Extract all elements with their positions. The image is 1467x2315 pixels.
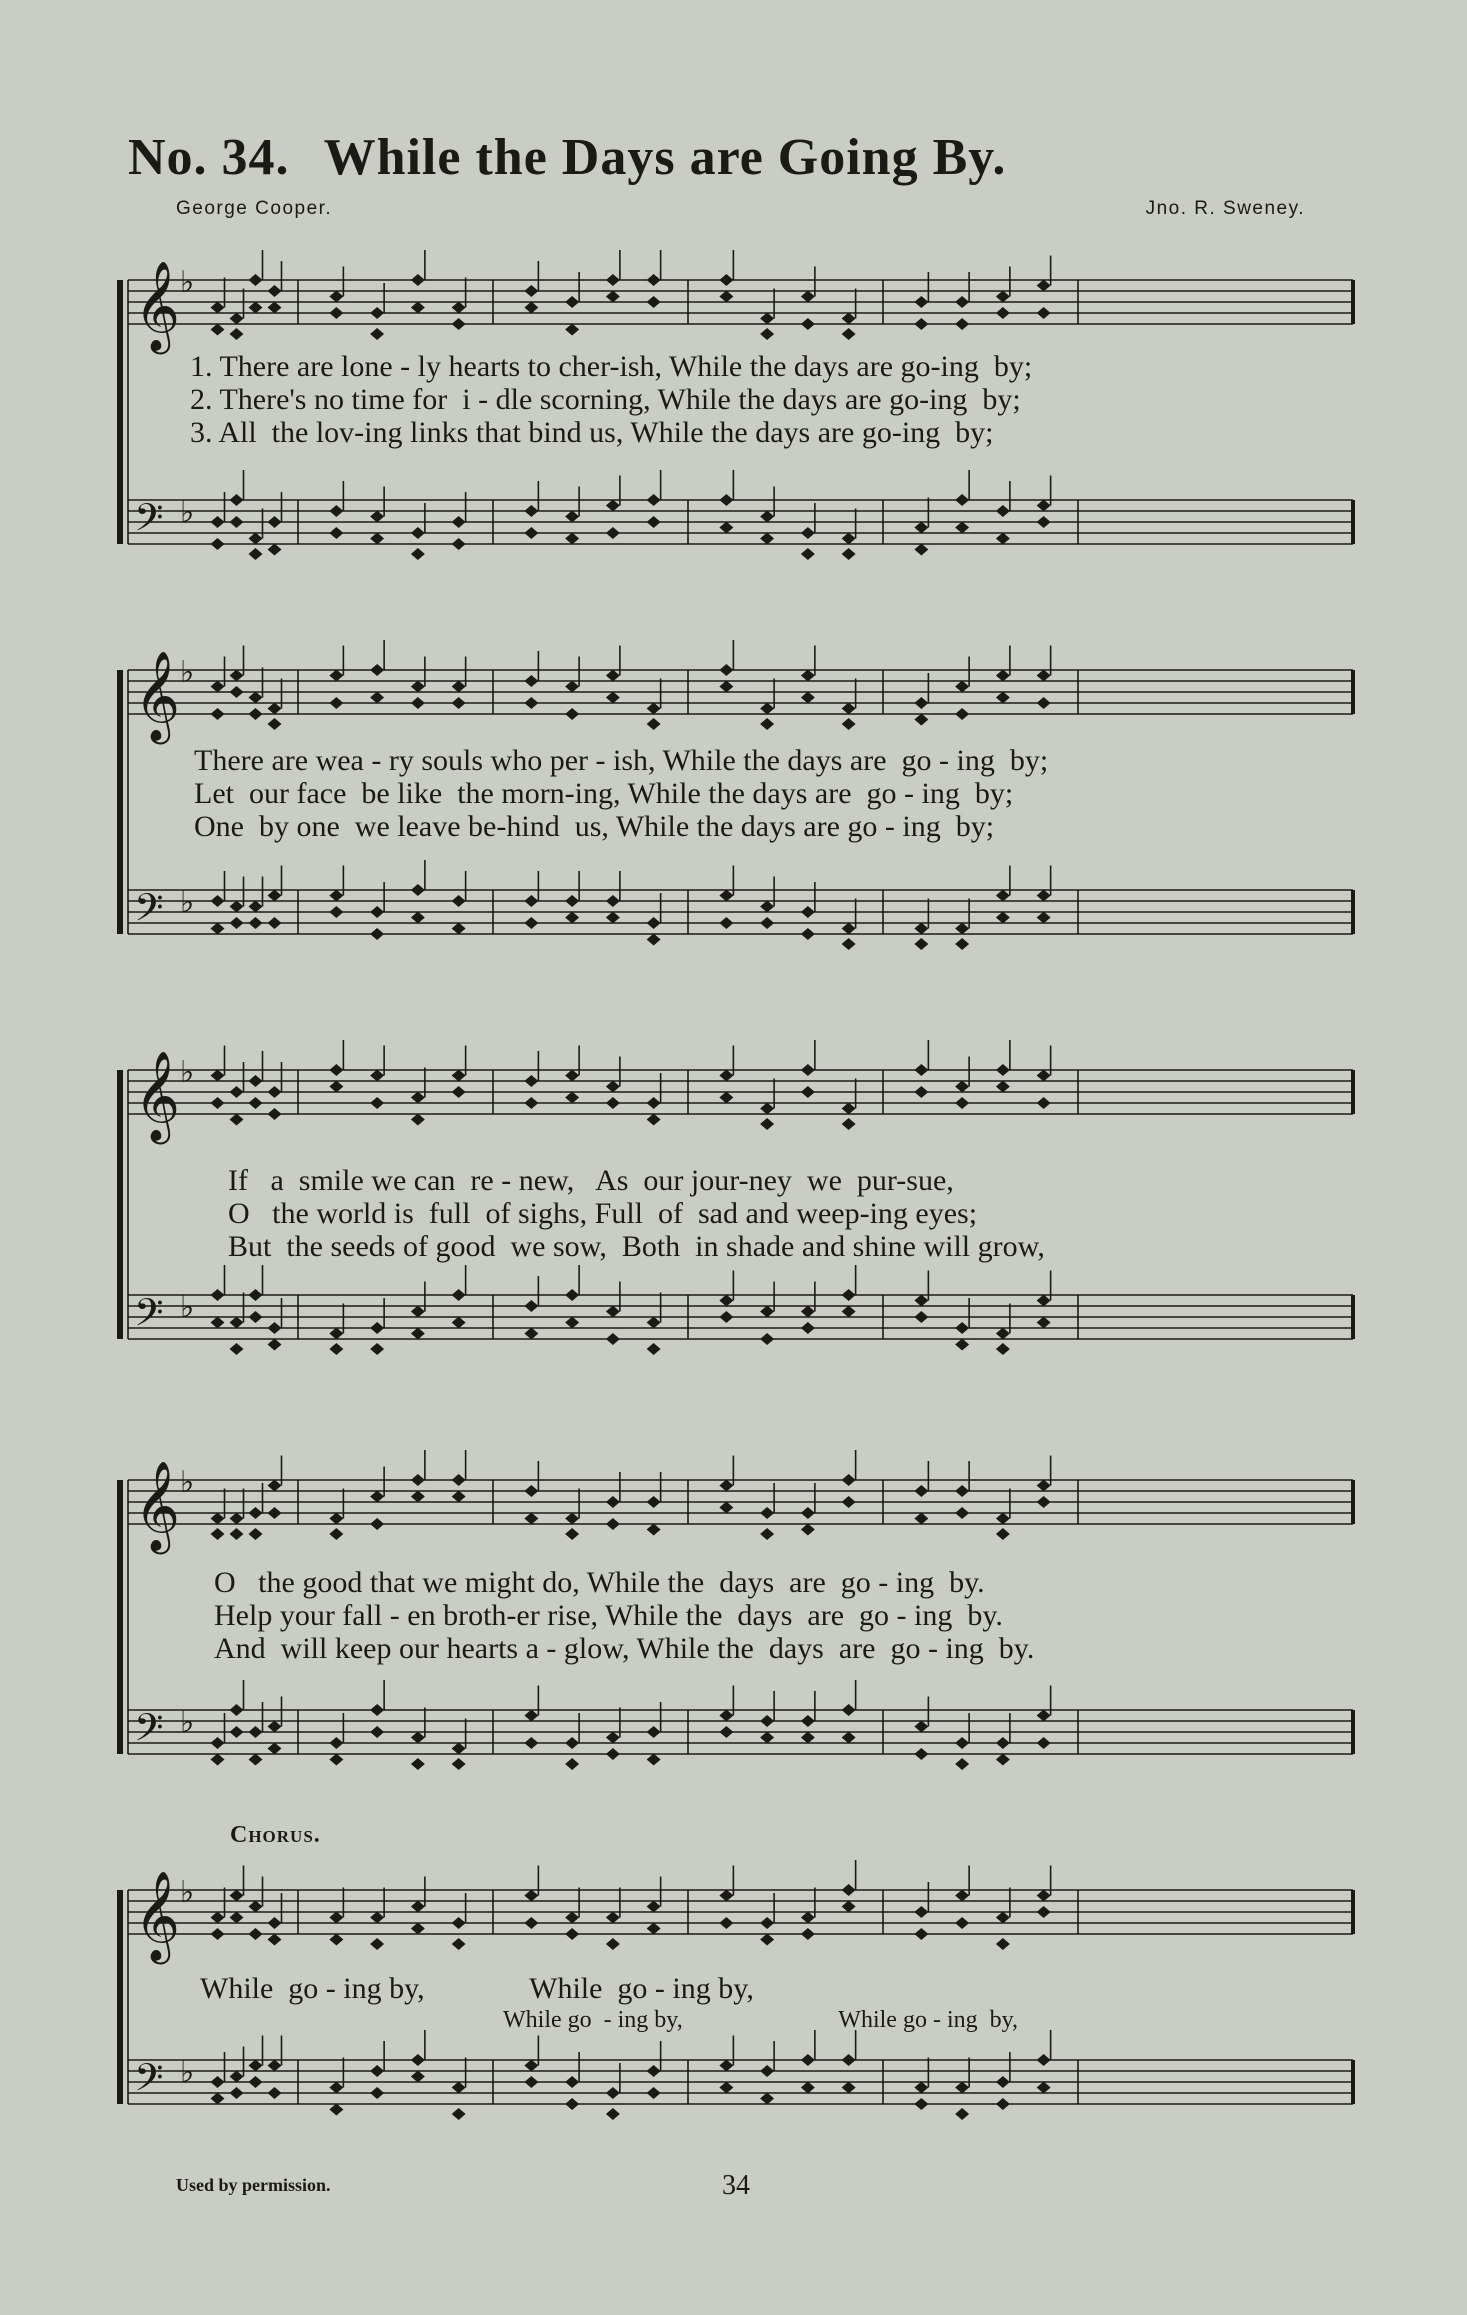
system-brace (112, 1430, 132, 1764)
notes (211, 1450, 1051, 1540)
hymn-title-line (128, 128, 1006, 187)
bass-clef-icon: 𝄢 (134, 1290, 164, 1344)
notes (211, 1040, 1051, 1130)
notes (211, 2030, 1051, 2120)
flat-icon: ♭ (180, 1465, 195, 1500)
staff-lines (128, 280, 1353, 324)
system-brace (112, 620, 132, 944)
verse-1-line-4: O the good that we might do, While the days are go - ing by. (214, 1566, 985, 1599)
notes (211, 640, 1051, 730)
bass-staff-3 (108, 1275, 1358, 1405)
hymn-number: No. 34. (128, 129, 290, 186)
staff-lines (128, 1890, 1353, 1934)
verse-2-line-1: 2. There's no time for i - dle scorning, While the days are go-ing by; (190, 383, 1021, 416)
music-system-chorus (108, 1850, 1358, 2180)
verse-1-line-2: There are wea - ry souls who per - ish, While the days are go - ing by; (194, 744, 1049, 777)
treble-clef-icon: 𝄞 (134, 261, 181, 351)
treble-staff-3 (108, 1050, 1358, 1180)
flat-icon: ♭ (180, 1055, 195, 1090)
verse-3-line-1: 3. All the lov-ing links that bind us, While the days are go-ing by; (190, 416, 994, 449)
staff-lines (128, 1070, 1353, 1114)
verse-1-line-3: If a smile we can re - new, As our jour-ney we pur-sue, (228, 1164, 954, 1197)
system-brace (112, 1030, 132, 1349)
verse-2-line-4: Help your fall - en broth-er rise, While the days are go - ing by. (214, 1599, 1003, 1632)
notes (211, 470, 1051, 560)
composer-credit: Jno. R. Sweney. (1145, 198, 1305, 219)
page-number: 34 (722, 2170, 750, 2201)
staff-lines (128, 500, 1353, 544)
flat-icon: ♭ (180, 1705, 195, 1740)
music-system-1 (108, 230, 1358, 590)
treble-clef-icon: 𝄞 (134, 651, 181, 741)
bass-staff-2 (108, 870, 1358, 1000)
treble-clef-icon: 𝄞 (134, 1051, 181, 1141)
notes (211, 1680, 1051, 1770)
bass-clef-icon: 𝄢 (134, 1705, 164, 1759)
bass-clef-icon: 𝄢 (134, 2055, 164, 2109)
verse-2-line-3: O the world is full of sighs, Full of sad and weep-ing eyes; (228, 1197, 978, 1230)
permission-note: Used by permission. (176, 2175, 331, 2195)
chorus-bass-text: While go - ing by, While go - ing by, (503, 2007, 1019, 2033)
verse-3-line-4: And will keep our hearts a - glow, While the days are go - ing by. (214, 1632, 1035, 1665)
verse-1-line-1: 1. There are lone - ly hearts to cher-ish, While the days are go-ing by; (190, 350, 1033, 383)
verse-2-line-2: Let our face be like the morn-ing, While the days are go - ing by; (194, 777, 1014, 810)
lyricist-credit: George Cooper. (176, 198, 333, 219)
music-system-2 (108, 620, 1358, 980)
chorus-soprano-text: While go - ing by, While go - ing by, (200, 1972, 754, 2005)
hymn-title: While the Days are Going By. (323, 129, 1007, 186)
bass-staff-chorus (108, 2040, 1358, 2170)
music-system-3 (108, 1030, 1358, 1390)
staff-lines (128, 1295, 1353, 1339)
bass-staff-1 (108, 480, 1358, 610)
music-system-4 (108, 1430, 1358, 1810)
flat-icon: ♭ (180, 655, 195, 690)
chorus-label: Chorus. (230, 1822, 321, 1848)
bass-staff-4 (108, 1690, 1358, 1820)
bass-clef-icon: 𝄢 (134, 885, 164, 939)
system-brace (112, 1850, 132, 2114)
system-brace (112, 230, 132, 554)
flat-icon: ♭ (180, 265, 195, 300)
treble-clef-icon: 𝄞 (134, 1461, 181, 1551)
verse-3-line-2: One by one we leave be-hind us, While the days are go - ing by; (194, 810, 995, 843)
staff-lines (128, 670, 1353, 714)
bass-clef-icon: 𝄢 (134, 495, 164, 549)
notes (211, 1860, 1051, 1950)
flat-icon: ♭ (180, 885, 195, 920)
staff-lines (128, 890, 1353, 934)
flat-icon: ♭ (180, 495, 195, 530)
verse-3-line-3: But the seeds of good we sow, Both in shade and shine will grow, (228, 1230, 1045, 1263)
flat-icon: ♭ (180, 2055, 195, 2090)
treble-clef-icon: 𝄞 (134, 1871, 181, 1961)
notes (211, 250, 1051, 340)
staff-lines (128, 1480, 1353, 1524)
notes (211, 1265, 1051, 1355)
staff-lines (128, 1710, 1353, 1754)
flat-icon: ♭ (180, 1875, 195, 1910)
notes (211, 860, 1051, 950)
staff-lines (128, 2060, 1353, 2104)
flat-icon: ♭ (180, 1290, 195, 1325)
